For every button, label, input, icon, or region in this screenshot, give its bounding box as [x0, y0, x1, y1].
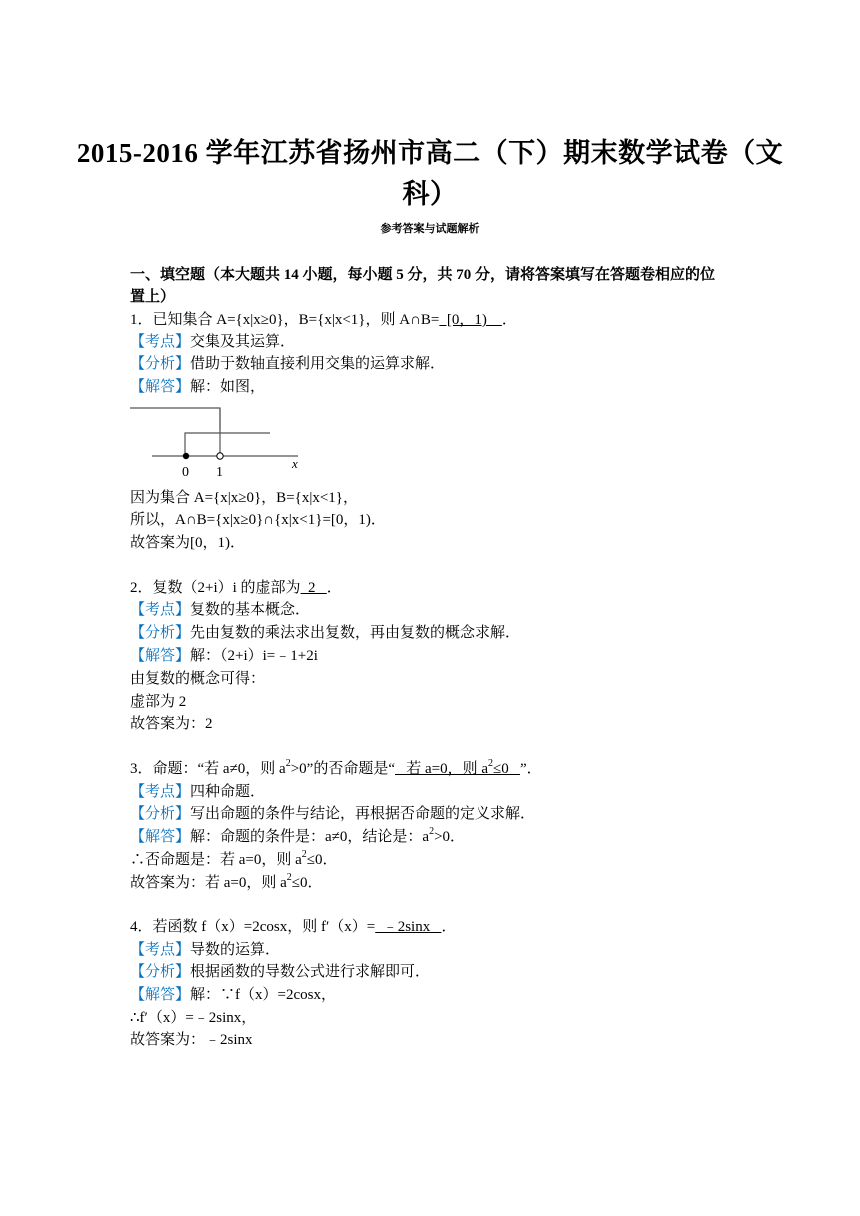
axis-label-zero: 0	[182, 465, 189, 480]
q3-kaodian-text: 四种命题．	[190, 784, 266, 800]
q4-fenxi-text: 根据函数的导数公式进行求解即可．	[190, 964, 431, 980]
q1-kaodian-text: 交集及其运算．	[190, 334, 296, 350]
q3-sol2-text: 故答案为：若 a=0，则 a	[130, 875, 287, 891]
q1-answer: [0，1)	[439, 312, 502, 328]
document-title-line2: 科）	[402, 179, 458, 209]
q3-answer	[395, 758, 521, 777]
point-zero-closed	[183, 453, 189, 459]
q2-kaodian-text: 复数的基本概念．	[190, 602, 311, 618]
kaodian-tag: 【考点】	[130, 942, 191, 958]
q3-stem-end: ”．	[520, 761, 542, 777]
q2-solution-line3: 故答案为：2	[130, 716, 213, 732]
q3-stem	[130, 758, 542, 780]
q1-stem-end: ．	[501, 312, 517, 328]
q2-fenxi	[130, 622, 520, 644]
jieda-tag: 【解答】	[130, 829, 191, 845]
jieda-tag: 【解答】	[130, 379, 191, 395]
q4-kaodian	[130, 939, 280, 961]
q3-stem-text: 3．命题：“若 a≠0，则 a	[130, 761, 286, 777]
q2-stem	[130, 577, 342, 599]
point-one-open	[217, 453, 223, 459]
q2-jieda-text: 解：（2+i）i=﹣1+2i	[190, 648, 318, 664]
q1-jieda-text: 解：如图，	[190, 379, 266, 395]
q3-answer-text: 若 a=0，则 a	[395, 761, 489, 777]
q3-fenxi	[130, 803, 535, 825]
q1-kaodian	[130, 331, 295, 353]
number-line-figure	[128, 402, 308, 480]
q3-sol1-exponent: 2	[301, 849, 307, 860]
q1-solution-line3: 故答案为[0，1)．	[130, 535, 245, 551]
q4-solution-line2: 故答案为：﹣2sinx	[130, 1032, 253, 1048]
q3-stem-mid: >0”的否命题是“	[290, 761, 395, 777]
q3-jieda	[130, 826, 465, 848]
q3-answer-end: ≤0	[493, 761, 521, 777]
q2-answer: 2	[300, 580, 327, 596]
q3-sol1-end: ≤0．	[306, 852, 338, 868]
q3-answer-exponent: 2	[488, 758, 494, 769]
q1-stem	[130, 309, 517, 331]
section-header-line1: 一、填空题（本大题共 14 小题，每小题 5 分，共 70 分，请将答案填写在答题卷相应的位	[130, 267, 716, 283]
q2-fenxi-text: 先由复数的乘法求出复数，再由复数的概念求解．	[190, 625, 521, 641]
q4-stem-end: ．	[441, 919, 457, 935]
q3-kaodian	[130, 781, 265, 803]
set-b-bracket	[130, 408, 220, 430]
set-a-bracket	[185, 433, 270, 453]
q3-jieda-exponent: 2	[429, 826, 435, 837]
q3-solution-line2	[130, 872, 323, 894]
kaodian-tag: 【考点】	[130, 602, 191, 618]
fenxi-tag: 【分析】	[130, 625, 191, 641]
jieda-tag: 【解答】	[130, 987, 191, 1003]
q2-jieda	[130, 645, 318, 667]
fenxi-tag: 【分析】	[130, 964, 191, 980]
q2-stem-text: 2．复数（2+i）i 的虚部为	[130, 580, 301, 596]
q1-jieda	[130, 376, 265, 398]
q3-sol2-end: ≤0．	[291, 875, 323, 891]
q3-stem-exponent: 2	[285, 758, 291, 769]
q1-solution-line1: 因为集合 A={x|x≥0}，B={x|x<1}，	[130, 490, 359, 506]
q4-solution-line1: ∴f′（x）=﹣2sinx，	[130, 1010, 257, 1026]
q4-jieda	[130, 984, 336, 1006]
q2-solution-line2: 虚部为 2	[130, 694, 187, 710]
q2-kaodian	[130, 599, 310, 621]
q4-stem	[130, 916, 456, 938]
q3-fenxi-text: 写出命题的条件与结论，再根据否命题的定义求解．	[190, 806, 536, 822]
kaodian-tag: 【考点】	[130, 784, 191, 800]
q3-jieda-end: >0．	[434, 829, 466, 845]
q3-jieda-text: 解：命题的条件是：a≠0，结论是：a	[190, 829, 430, 845]
q3-sol2-exponent: 2	[286, 872, 292, 883]
q2-solution-line1: 由复数的概念可得：	[130, 671, 266, 687]
section-header-line2: 置上）	[130, 289, 176, 305]
q2-stem-end: ．	[326, 580, 342, 596]
q4-kaodian-text: 导数的运算．	[190, 942, 281, 958]
q1-solution-line2: 所以，A∩B={x|x≥0}∩{x|x<1}=[0，1)．	[130, 512, 386, 528]
q4-stem-text: 4．若函数 f（x）=2cosx，则 f′（x）=	[130, 919, 376, 935]
jieda-tag: 【解答】	[130, 648, 191, 664]
fenxi-tag: 【分析】	[130, 356, 191, 372]
fenxi-tag: 【分析】	[130, 806, 191, 822]
q4-fenxi	[130, 961, 430, 983]
q1-fenxi-text: 借助于数轴直接利用交集的运算求解．	[190, 356, 446, 372]
document-subtitle: 参考答案与试题解析	[380, 222, 480, 235]
q1-fenxi	[130, 353, 445, 375]
q4-answer: ﹣2sinx	[375, 919, 442, 935]
q1-stem-text: 1．已知集合 A={x|x≥0}，B={x|x<1}，则 A∩B=	[130, 312, 440, 328]
axis-label-one: 1	[216, 465, 223, 480]
axis-label-x: x	[292, 456, 298, 471]
kaodian-tag: 【考点】	[130, 334, 191, 350]
q3-sol1-text: ∴否命题是：若 a=0，则 a	[130, 852, 302, 868]
q4-jieda-text: 解：∵f（x）=2cosx，	[190, 987, 336, 1003]
q3-solution-line1	[130, 849, 338, 871]
document-title-line1: 2015-2016 学年江苏省扬州市高二（下）期末数学试卷（文	[76, 138, 784, 168]
